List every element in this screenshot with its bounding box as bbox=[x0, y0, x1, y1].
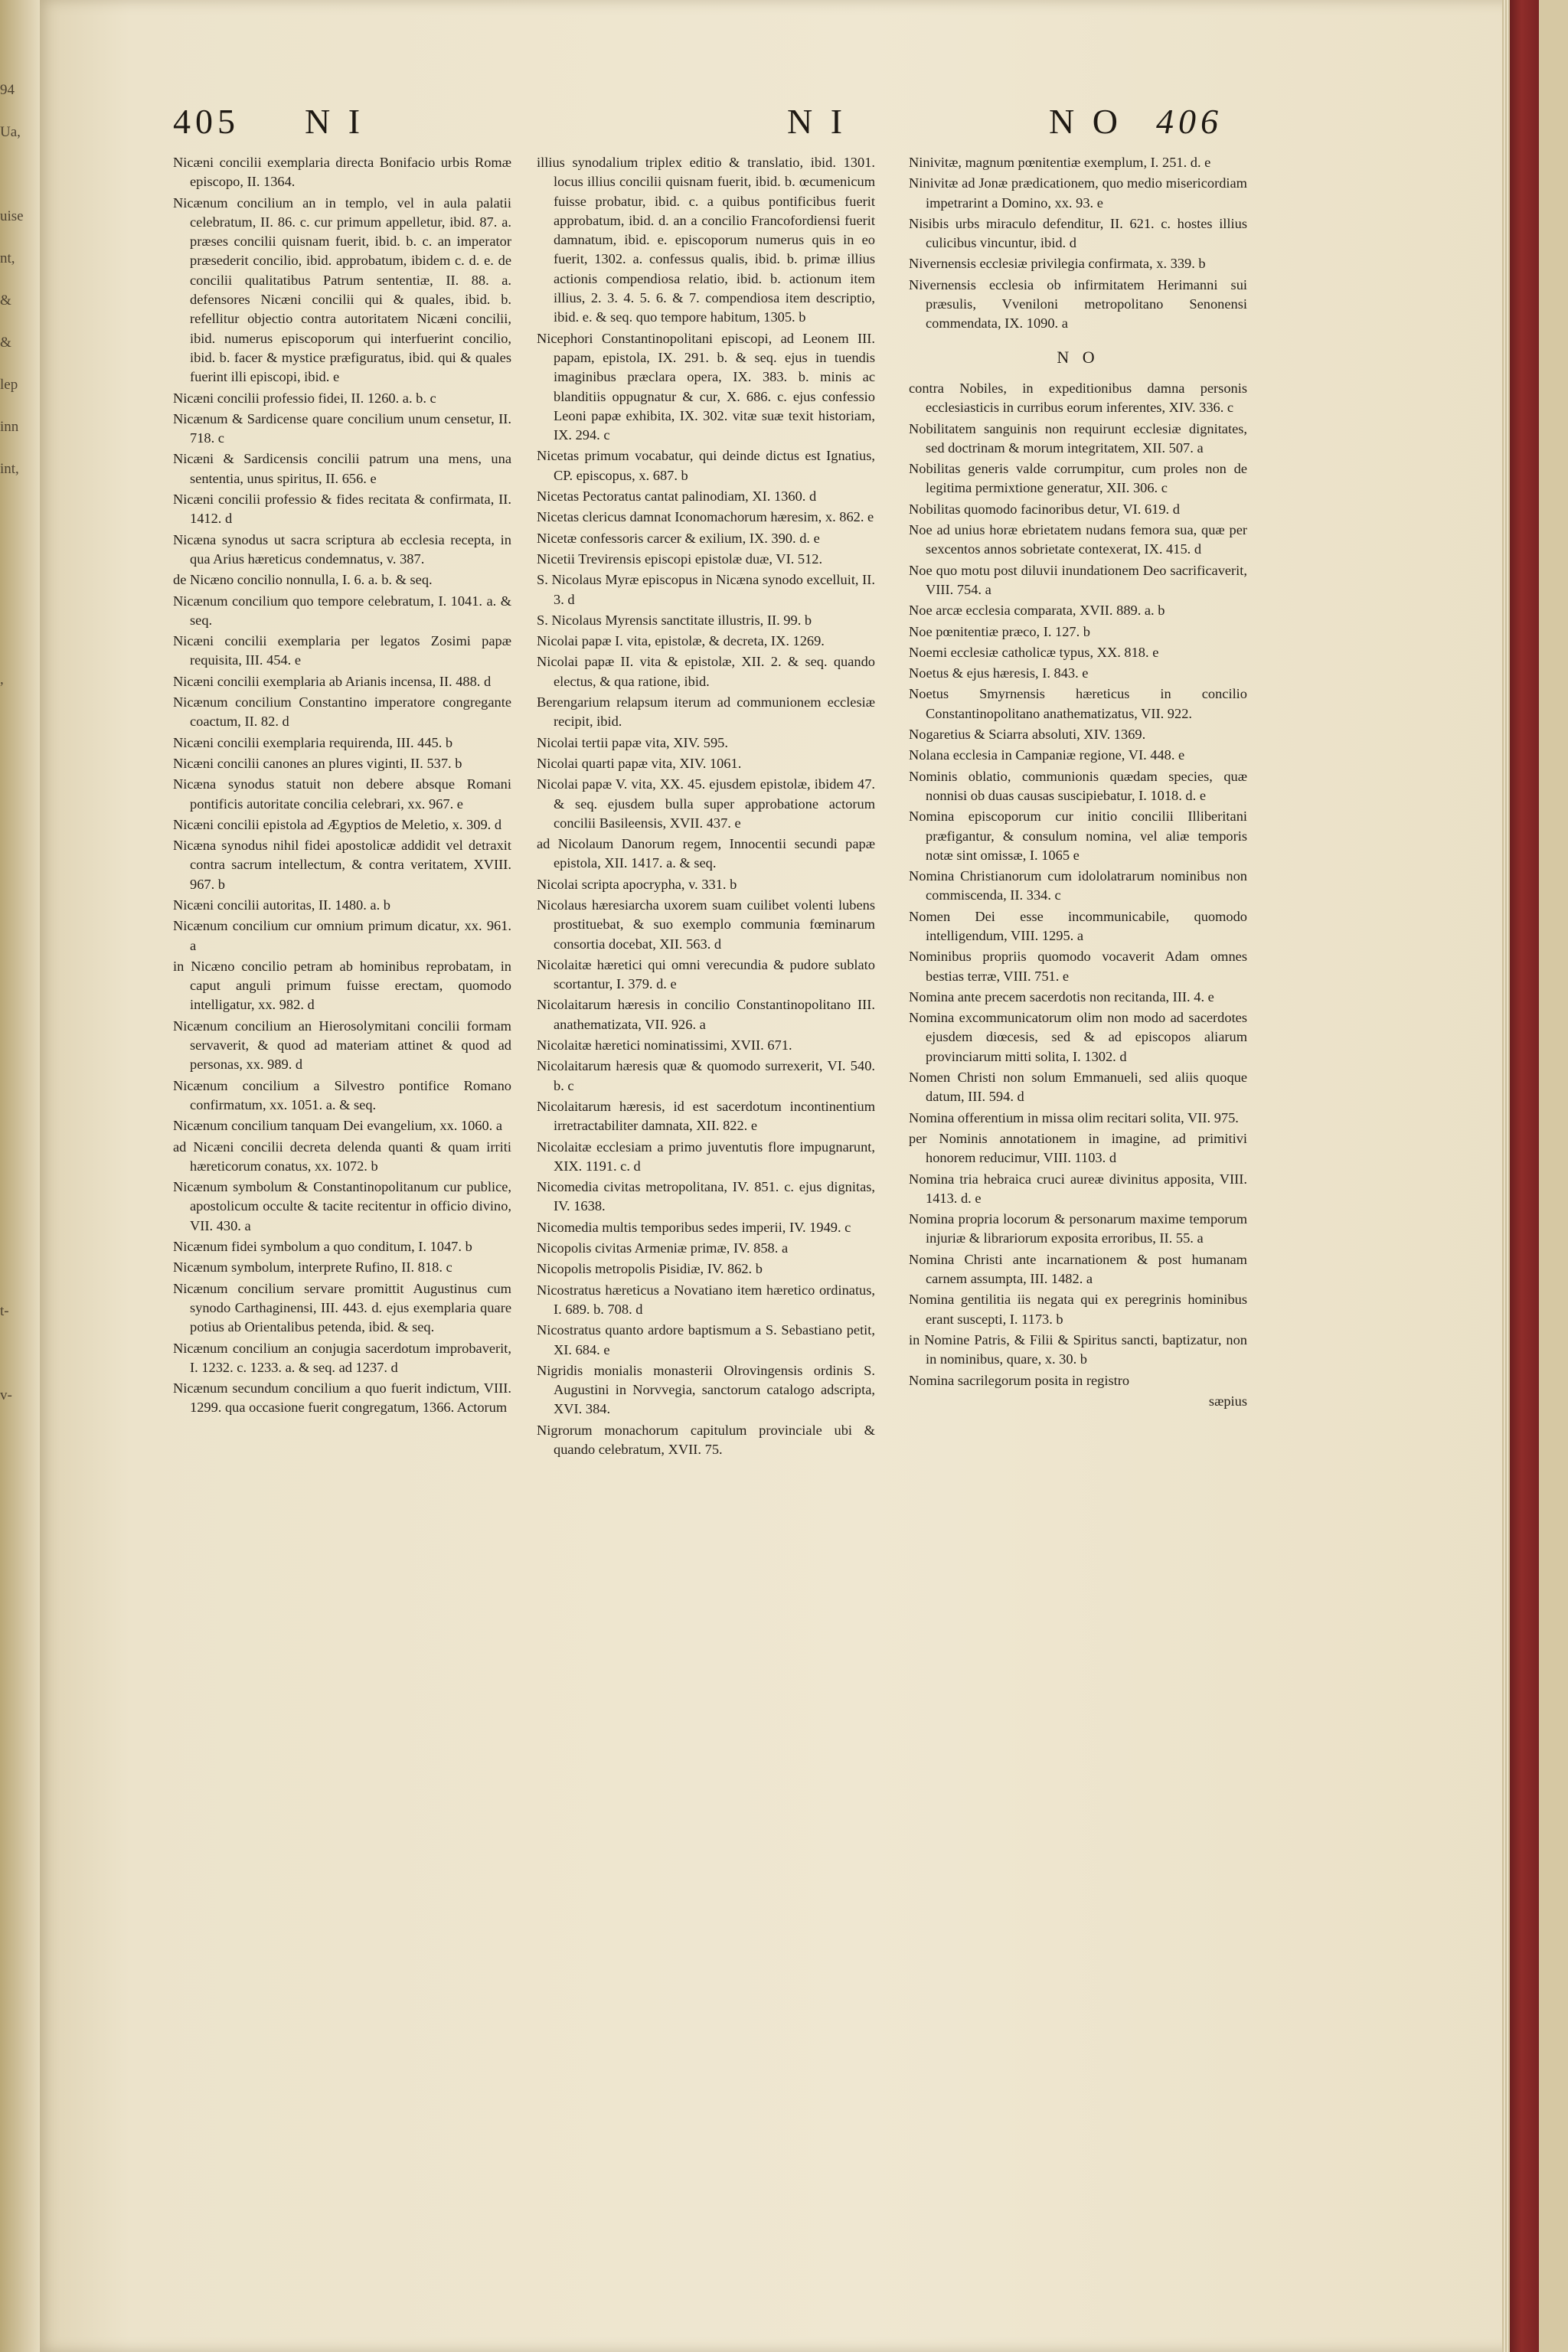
index-entry: Nicephori Constantinopolitani episcopi, ad Leonem III. papam, epistola, IX. 291. b. & seq. ejus in tuendis imaginibus præclara opera, IX. 383. b. minis ac blanditiis oppugnatur & cur, X. 686. c. ejus confessio Leoni papæ exhibita, IX. 302. vitæ suæ texit historiam, IX. 294. c bbox=[537, 330, 875, 443]
index-entry: Nicolaitæ hæretici qui omni verecundia & pudore sublato scortantur, I. 379. d. e bbox=[537, 956, 875, 992]
index-entry: Nicænum concilium an in templo, vel in aula palatii celebratum, II. 86. c. cur primum appelletur, ibid. 87. a. præses concilii quisnam fuerit, ibid. b. c. an imperator præsederit concilio, ibid. approbatum, ibidem c. d. e. de concilii qualitatibus Patrum sententiæ, II. 88. a. defensores Nicæni concilii qui & quales, ibid. b. refellitur objectio contra autoritatem Nicæni concilii, ibid. numerus episcoporum qui interfuerint concilio, ibid. b. facer & mystice præfiguratus, ibid. qui & quales fuerint illi episcopi, ibid. e bbox=[173, 194, 511, 385]
page-number-left: 405 bbox=[173, 102, 240, 141]
index-entry: Noe ad unius horæ ebrietatem nudans femora sua, quæ per sexcentos annos sobrietate contexerat, IX. 415. d bbox=[909, 522, 1247, 557]
index-entry: Nicomedia multis temporibus sedes imperii, IV. 1949. c bbox=[537, 1219, 851, 1235]
index-entry: Nomina excommunicatorum olim non modo ad sacerdotes ejusdem diœcesis, sed & ad episcopos aliarum provinciarum mitti solita, I. 1302. d bbox=[909, 1010, 1247, 1064]
index-entry: Nicæni concilii exemplaria directa Bonifacio urbis Romæ episcopo, II. 1364. bbox=[173, 155, 511, 190]
index-entry: Nicæni & Sardicensis concilii patrum una mens, una sententia, unus spiritus, II. 656. e bbox=[173, 451, 511, 486]
index-entry: Nicolaitæ ecclesiam a primo juventutis flore impugnarunt, XIX. 1191. c. d bbox=[537, 1138, 875, 1174]
index-entry: Nivernensis ecclesia ob infirmitatem Herimanni sui præsulis, Vveniloni metropolitano Senonensi commendata, IX. 1090. a bbox=[909, 276, 1247, 332]
index-entry: Nicæni concilii autoritas, II. 1480. a. b bbox=[173, 897, 390, 913]
index-entry: Nicæni concilii epistola ad Ægyptios de Meletio, x. 309. d bbox=[173, 816, 502, 832]
index-entry: per Nominis annotationem in imagine, ad primitivi honorem reducimur, VIII. 1103. d bbox=[909, 1130, 1247, 1166]
index-entry: illius synodalium triplex editio & translatio, ibid. 1301. locus illius concilii quisnam fuerit, ibid. b. œcumenicum fuisse probatur, ibid. c. a quibus pontificibus fuerit approbatum, ibid. d. an a concilio Francofordiensi fuerit damnatum, ibid. e. episcoporum numerus quis in eo fuerit, 1302. a. confessus qualis, ibid. b. primæ illius actionis compendiosa relatio, ibid. b. actionum item illius, 2. 3. 4. 5. 6. & 7. compendiosa item descriptio, ibid. e. & seq. quo tempore habitum, 1305. b bbox=[537, 155, 875, 325]
index-entry: Nomina ante precem sacerdotis non recitanda, III. 4. e bbox=[909, 988, 1214, 1004]
index-entry: Nominibus propriis quomodo vocaverit Adam omnes bestias terræ, VIII. 751. e bbox=[909, 949, 1247, 984]
index-entry: Nicolaitæ hæretici nominatissimi, XVII. 671. bbox=[537, 1037, 792, 1054]
index-entry: Nomina offerentium in missa olim recitari solita, VII. 975. bbox=[909, 1109, 1239, 1125]
index-entry: Nicænum & Sardicense quare concilium unum censetur, II. 718. c bbox=[173, 410, 511, 446]
index-entry: Nicænum concilium an conjugia sacerdotum improbaverit, I. 1232. c. 1233. a. & seq. ad 1237. d bbox=[173, 1340, 511, 1375]
index-entry: Nomen Christi non solum Emmanueli, sed aliis quoque datum, III. 594. d bbox=[909, 1070, 1247, 1105]
index-entry: Nicetas clericus damnat Iconomachorum hæresim, x. 862. e bbox=[537, 509, 874, 525]
index-entry: Noetus & ejus hæresis, I. 843. e bbox=[909, 665, 1089, 681]
running-head-left: N I bbox=[305, 102, 365, 141]
index-entry: Nicænum concilium Constantino imperatore congregante coactum, II. 82. d bbox=[173, 694, 511, 730]
page-edges bbox=[1502, 0, 1510, 2352]
index-entry: Nicæni concilii exemplaria ab Arianis incensa, II. 488. d bbox=[173, 673, 492, 689]
index-entry: Nicetæ confessoris carcer & exilium, IX. 390. d. e bbox=[537, 530, 820, 546]
index-entry: Nicænum concilium an Hierosolymitani concilii formam servaverit, & quod ad materiam attinet & quod ad personas, xx. 989. d bbox=[173, 1018, 511, 1073]
index-entry: Noe quo motu post diluvii inundationem Deo sacrificaverit, VIII. 754. a bbox=[909, 562, 1247, 597]
index-entry: Nicolai papæ II. vita & epistolæ, XII. 2. & seq. quando electus, & qua ratione, ibid. bbox=[537, 654, 875, 689]
index-entry: Nicolaus hæresiarcha uxorem suam cuilibet volenti lubens prostituebat, & suo exemplo communia fœminarum consortia docebat, XII. 563. d bbox=[537, 897, 875, 952]
index-entry: Nolana ecclesia in Campaniæ regione, VI. 448. e bbox=[909, 747, 1185, 763]
index-entry: Noe pœnitentiæ præco, I. 127. b bbox=[909, 623, 1091, 639]
index-entry: Nigridis monialis monasterii Olrovingensis ordinis S. Augustini in Norvvegia, sanctorum catalogo adscripta, XVI. 384. bbox=[537, 1362, 875, 1417]
index-entry: de Nicæno concilio nonnulla, I. 6. a. b. & seq. bbox=[173, 572, 433, 588]
index-entry: Ninivitæ ad Jonæ prædicationem, quo medio misericordiam impetrarint a Domino, xx. 93. e bbox=[909, 175, 1247, 211]
index-entry: Nicænum concilium tanquam Dei evangelium, xx. 1060. a bbox=[173, 1118, 503, 1134]
index-entry: Nisibis urbs miraculo defenditur, II. 621. c. hostes illius culicibus vincuntur, ibid. d bbox=[909, 215, 1247, 251]
index-entry: S. Nicolaus Myræ episcopus in Nicæna synodo excelluit, II. 3. d bbox=[537, 572, 875, 607]
index-entry: Nicolai quarti papæ vita, XIV. 1061. bbox=[537, 755, 742, 771]
index-entry: Nicomedia civitas metropolitana, IV. 851. c. ejus dignitas, IV. 1638. bbox=[537, 1179, 875, 1214]
index-entry: Nomina Christianorum cum idololatrarum nominibus non commiscenda, II. 334. c bbox=[909, 868, 1247, 903]
index-entry: Nicæni concilii professio fidei, II. 1260. a. b. c bbox=[173, 390, 436, 406]
index-entry: Nicolai papæ V. vita, XX. 45. ejusdem epistolæ, ibidem 47. & seq. ejusdem bulla super approbatione actorum concilii Basileensis, XVII. 437. e bbox=[537, 776, 875, 831]
index-entry: in Nicæno concilio petram ab hominibus reprobatam, in caput anguli primum fuisse erectam, quomodo intelligatur, xx. 982. d bbox=[173, 958, 511, 1013]
index-entry: Nicænum concilium cur omnium primum dicatur, xx. 961. a bbox=[173, 918, 511, 953]
index-entry: Nicolai scripta apocrypha, v. 331. b bbox=[537, 876, 737, 892]
index-entry: Nicolaitarum hæresis in concilio Constantinopolitano III. anathematizata, VII. 926. a bbox=[537, 997, 875, 1032]
running-head-center: N I bbox=[787, 102, 848, 141]
index-entry: Nicænum fidei symbolum a quo conditum, I. 1047. b bbox=[173, 1239, 472, 1255]
index-entry: Nicostratus quanto ardore baptismum a S. Sebastiano petit, XI. 684. e bbox=[537, 1322, 875, 1357]
index-entry: Nicopolis civitas Armeniæ primæ, IV. 858. a bbox=[537, 1240, 789, 1256]
index-entry: Nigrorum monachorum capitulum provinciale ubi & quando celebratum, XVII. 75. bbox=[537, 1422, 875, 1457]
index-entry: Nomina sacrilegorum posita in registro bbox=[909, 1372, 1130, 1388]
page-number-right: 406 bbox=[1156, 102, 1223, 141]
index-entry: Nicænum concilium quo tempore celebratum, I. 1041. a. & seq. bbox=[173, 593, 511, 628]
index-entry: Nomina Christi ante incarnationem & post humanam carnem assumpta, III. 1482. a bbox=[909, 1251, 1247, 1287]
index-entry: Nicolaitarum hæresis, id est sacerdotum incontinentium irretractabiliter damnata, XII. 822. e bbox=[537, 1098, 875, 1134]
index-entry: Nomina tria hebraica cruci aureæ divinitus apposita, VIII. 1413. d. e bbox=[909, 1171, 1247, 1206]
index-entry: contra Nobiles, in expeditionibus damna personis ecclesiasticis in curribus eorum inferentes, XIV. 336. c bbox=[909, 380, 1247, 416]
index-column-3 bbox=[909, 153, 1247, 1411]
index-entry: Nicæni concilii exemplaria requirenda, III. 445. b bbox=[173, 734, 453, 750]
index-entry: Nicæni concilii professio & fides recitata & confirmata, II. 1412. d bbox=[173, 492, 511, 527]
index-entry: Nomina episcoporum cur initio concilii Illiberitani præfigantur, & consulum nomina, vel aliæ temporis notæ sint omissæ, I. 1065 e bbox=[909, 808, 1247, 863]
index-entry: Nicæni concilii exemplaria per legatos Zosimi papæ requisita, III. 454. e bbox=[173, 633, 511, 668]
index-entry: in Nomine Patris, & Filii & Spiritus sancti, baptizatur, non in nominibus, quare, x. 30. b bbox=[909, 1331, 1247, 1367]
index-entry: Nomen Dei esse incommunicabile, quomodo intelligendum, VIII. 1295. a bbox=[909, 908, 1247, 943]
index-entry: Nicæna synodus ut sacra scriptura ab ecclesia recepta, in qua Arius hæreticus condemnatus, v. 387. bbox=[173, 531, 511, 567]
index-entry: Nomina gentilitia iis negata qui ex peregrinis hominibus erant suscepti, I. 1173. b bbox=[909, 1292, 1247, 1327]
index-entry: Noetus Smyrnensis hæreticus in concilio Constantinopolitano anathematizatus, VII. 922. bbox=[909, 686, 1247, 721]
facing-page-edge-text: 94 Ua, uise nt, & & lep inn int, , t- v- bbox=[0, 82, 24, 1403]
index-entry: Nicolaitarum hæresis quæ & quomodo surrexerit, VI. 540. b. c bbox=[537, 1058, 875, 1093]
index-entry: Nicostratus hæreticus a Novatiano item hæretico ordinatus, I. 689. b. 708. d bbox=[537, 1282, 875, 1317]
catchword: sæpius bbox=[1208, 1393, 1247, 1409]
index-entry: Nogaretius & Sciarra absoluti, XIV. 1369. bbox=[909, 727, 1146, 743]
index-entry: Nicænum secundum concilium a quo fuerit indictum, VIII. 1299. qua occasione fuerit congregatum, 1366. Actorum bbox=[173, 1380, 511, 1416]
index-entry: ad Nicolaum Danorum regem, Innocentii secundi papæ epistola, XII. 1417. a. & seq. bbox=[537, 836, 875, 871]
index-entry: Nicopolis metropolis Pisidiæ, IV. 862. b bbox=[537, 1261, 763, 1277]
index-entry: Nivernensis ecclesiæ privilegia confirmata, x. 339. b bbox=[909, 256, 1206, 272]
index-entry: Nicetii Trevirensis episcopi epistolæ duæ, VI. 512. bbox=[537, 550, 823, 567]
index-entry: Ninivitæ, magnum pœnitentiæ exemplum, I. 251. d. e bbox=[909, 155, 1211, 170]
index-entry: Nicæna synodus statuit non debere absque Romani pontificis autoritate concilia celebrari, xx. 967. e bbox=[173, 776, 511, 812]
index-entry: Nicænum symbolum, interprete Rufino, II. 818. c bbox=[173, 1259, 452, 1276]
index-entry: Nicænum concilium servare promittit Augustinus cum synodo Carthaginensi, III. 443. d. ejus exemplaria quare potius ab Orientalibus petenda, ibid. & seq. bbox=[173, 1280, 511, 1335]
index-entry: Berengarium relapsum iterum ad communionem ecclesiæ recipit, ibid. bbox=[537, 694, 875, 730]
red-cover-edge bbox=[1510, 0, 1539, 2352]
index-entry: S. Nicolaus Myrensis sanctitate illustris, II. 99. b bbox=[537, 612, 812, 628]
running-header bbox=[130, 101, 1225, 147]
index-entry: Nicæni concilii canones an plures viginti, II. 537. b bbox=[173, 755, 462, 771]
index-entry: Nicetas primum vocabatur, qui deinde dictus est Ignatius, CP. episcopus, x. 687. b bbox=[537, 448, 875, 483]
index-entry: Nomina propria locorum & personarum maxime temporum injuriæ & librariorum exposita erroribus, II. 55. a bbox=[909, 1211, 1247, 1246]
index-entry: Nicæna synodus nihil fidei apostolicæ addidit vel detraxit contra sacrum intellectum, & contra veritatem, XVIII. 967. b bbox=[173, 838, 511, 892]
index-entry: ad Nicæni concilii decreta delenda quanti & quam irriti hæreticorum conatus, xx. 1072. b bbox=[173, 1138, 511, 1174]
index-column-2 bbox=[537, 153, 875, 1461]
index-column-1 bbox=[173, 153, 511, 1419]
index-entry: Nicænum symbolum & Constantinopolitanum cur publice, apostolicum occulte & tacite recitentur in officio divino, VII. 430. a bbox=[173, 1179, 511, 1233]
index-entry: Noemi ecclesiæ catholicæ typus, XX. 818. e bbox=[909, 644, 1159, 660]
index-entry: Nobilitas quomodo facinoribus detur, VI. 619. d bbox=[909, 501, 1180, 517]
index-entry: Noe arcæ ecclesia comparata, XVII. 889. a. b bbox=[909, 603, 1165, 619]
index-entry: Nicolai tertii papæ vita, XIV. 595. bbox=[537, 734, 728, 750]
index-entry: Nobilitatem sanguinis non requirunt ecclesiæ dignitates, sed doctrinam & morum integritatem, XII. 507. a bbox=[909, 420, 1247, 456]
running-head-right: N O bbox=[1049, 102, 1122, 141]
index-entry: Nobilitas generis valde corrumpitur, cum proles non de legitima permixtione generatur, XII. 306. c bbox=[909, 461, 1247, 496]
index-entry: Nicolai papæ I. vita, epistolæ, & decreta, IX. 1269. bbox=[537, 633, 825, 649]
index-entry: Nicænum concilium a Silvestro pontifice Romano confirmatum, xx. 1051. a. & seq. bbox=[173, 1077, 511, 1112]
index-entry: Nominis oblatio, communionis quædam species, quæ nonnisi ob duas causas suscipiebatur, I. 1018. d. e bbox=[909, 768, 1247, 803]
index-entry: Nicetas Pectoratus cantat palinodiam, XI. 1360. d bbox=[537, 488, 817, 505]
section-heading: N O bbox=[1057, 347, 1099, 367]
